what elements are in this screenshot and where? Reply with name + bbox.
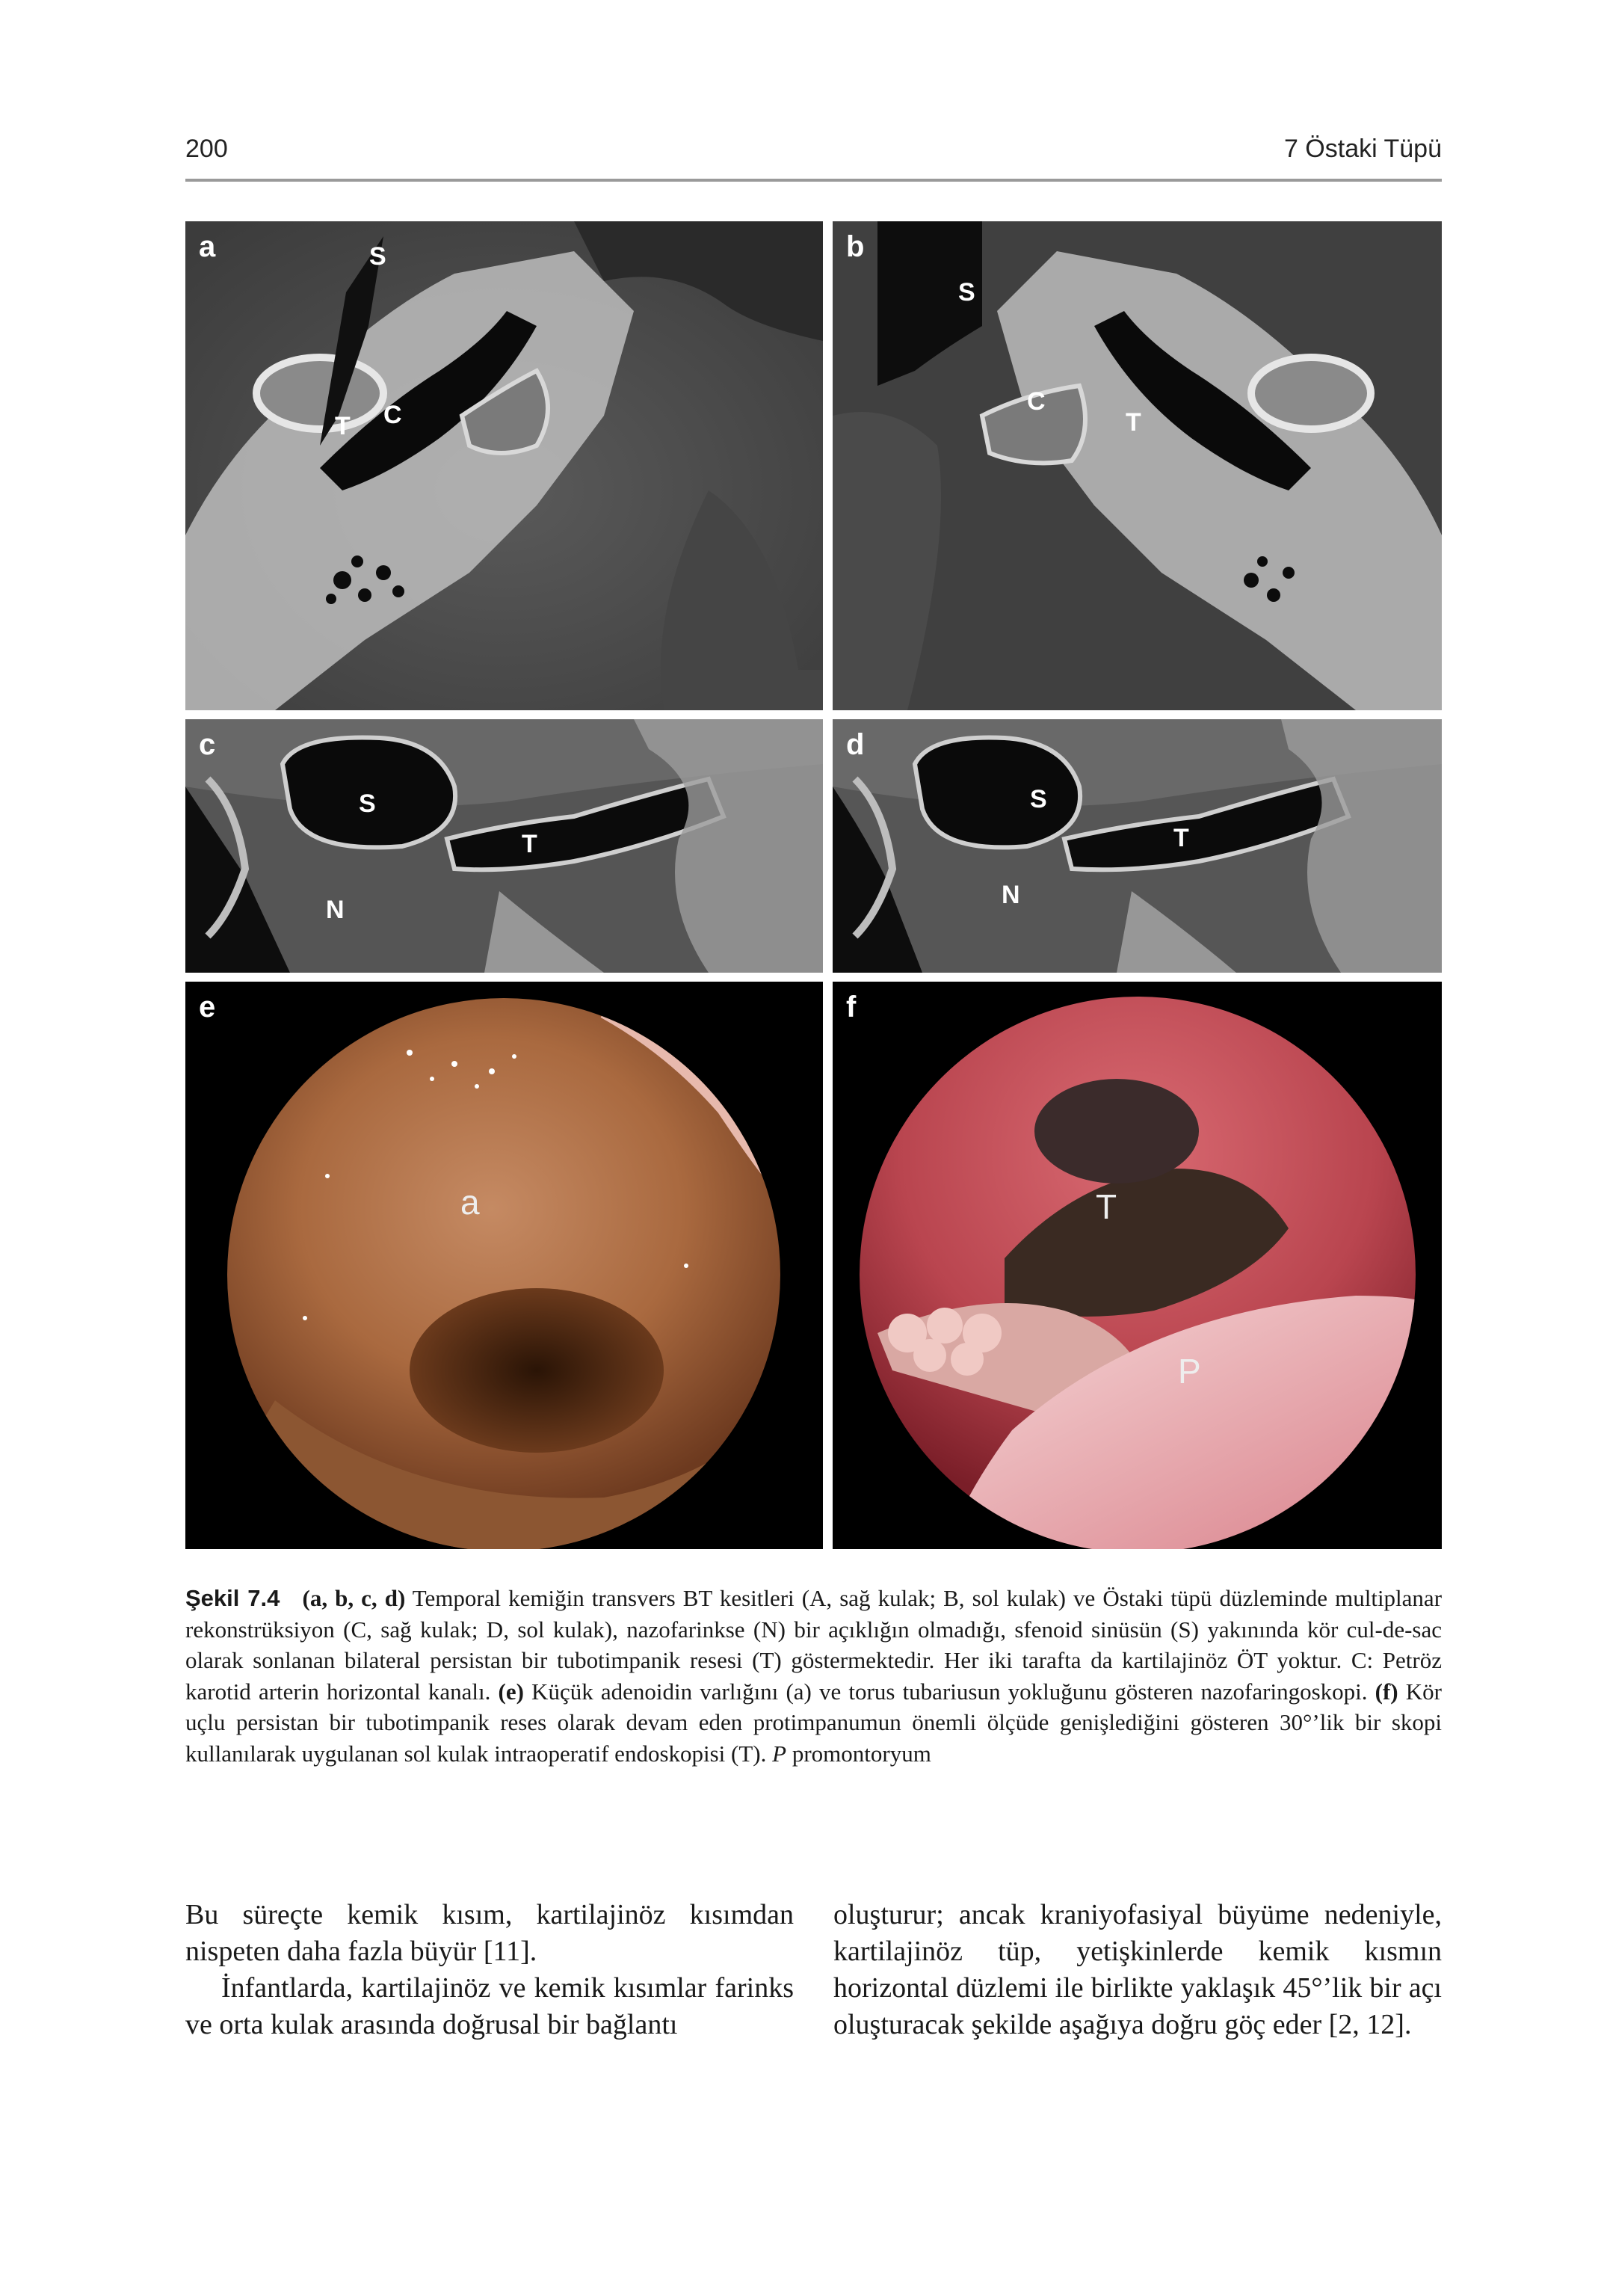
caption-p-text: promontoryum bbox=[786, 1740, 931, 1767]
ct-mark-s: S bbox=[369, 242, 386, 271]
figure-panel-b bbox=[833, 221, 1442, 710]
ct-image-a bbox=[185, 221, 823, 710]
panel-label-e: e bbox=[199, 991, 216, 1024]
panel-label-d: d bbox=[846, 728, 865, 761]
figure-caption bbox=[185, 1583, 1442, 1769]
ct-mark-s: S bbox=[359, 790, 376, 818]
endoscopy-image-f bbox=[833, 982, 1442, 1549]
caption-ref-f: (f) bbox=[1375, 1678, 1398, 1705]
caption-text-f: Kör uçlu persistan bir tubotimpanik reses olarak devam eden protimpanumun önemli ölçüde genişlediğini gösteren 30°’lik bir skopi kullanılarak uygulanan sol kulak intraoperatif endoskopisi (T). bbox=[185, 1678, 1443, 1767]
figure-panel-e bbox=[185, 982, 823, 1549]
caption-p-label: P bbox=[772, 1740, 787, 1767]
ct-mark-n: N bbox=[1002, 881, 1020, 909]
caption-text-e: Küçük adenoidin varlığını (a) ve torus tubariusun yokluğunu gösteren nazofaringoskopi. bbox=[523, 1678, 1368, 1705]
figure-panel-c bbox=[185, 719, 823, 973]
figure-panel-a bbox=[185, 221, 823, 710]
endoscopy-mark-a: a bbox=[460, 1183, 480, 1222]
chapter-title: 7 Östaki Tüpü bbox=[1283, 135, 1442, 163]
body-column-left bbox=[185, 1897, 794, 2043]
ct-mark-t: T bbox=[1173, 824, 1189, 852]
ct-mark-c: C bbox=[1027, 387, 1046, 416]
panel-label-f: f bbox=[846, 991, 857, 1024]
ct-mark-t: T bbox=[1126, 408, 1141, 437]
ct-mark-s: S bbox=[1030, 785, 1047, 813]
header-rule bbox=[185, 179, 1442, 182]
panel-label-c: c bbox=[199, 728, 216, 761]
caption-lead: Şekil 7.4 bbox=[185, 1585, 280, 1611]
ct-image-d bbox=[833, 719, 1442, 973]
caption-ref-e: (e) bbox=[498, 1678, 524, 1705]
ct-mark-s: S bbox=[958, 278, 975, 307]
panel-label-b: b bbox=[846, 230, 865, 263]
caption-text-abcd: Temporal kemiğin transvers BT kesitleri (A, sağ kulak; B, sol kulak) ve Östaki tüpü düzleminde multiplanar rekonstrüksiyon (C, sağ kulak; D, sol kulak), nazofarinkse (N) bir açıklığın olmadığı, sfenoid sinüsün (S) yakınında kör cul-de-sac olarak sonlanan bilateral persistan bir tubotimpanik resesi (T) göstermektedir. Her iki tarafta da kartilajinöz ÖT yoktur. C: Petröz karotid arterin horizontal kanalı. bbox=[185, 1585, 1443, 1705]
endoscopy-image-e bbox=[185, 982, 823, 1549]
figure-panel-f bbox=[833, 982, 1442, 1549]
panel-label-a: a bbox=[199, 230, 216, 263]
ct-mark-t: T bbox=[522, 830, 537, 858]
ct-image-b bbox=[833, 221, 1442, 710]
figure-panel-d bbox=[833, 719, 1442, 973]
caption-ref-abcd: (a, b, c, d) bbox=[302, 1585, 406, 1611]
body-paragraph: oluşturur; ancak kraniyofasiyal büyüme nedeniyle, kartilajinöz tüp, yetişkinlerde kemik kısmın horizontal düzlemi ile birlikte yaklaşık 45°’lik bir açı oluşturacak şekilde aşağıya doğru göç eder [2, 12]. bbox=[833, 1899, 1442, 2040]
ct-mark-n: N bbox=[326, 896, 345, 924]
endoscopy-mark-t: T bbox=[1096, 1187, 1117, 1226]
page-number: 200 bbox=[185, 135, 228, 163]
body-column-right bbox=[833, 1897, 1442, 2043]
body-paragraph: İnfantlarda, kartilajinöz ve kemik kısımlar farinks ve orta kulak arasında doğrusal bir bağlantı bbox=[185, 1972, 794, 2040]
ct-image-c bbox=[185, 719, 823, 973]
ct-mark-c: C bbox=[383, 401, 402, 429]
body-paragraph: Bu süreçte kemik kısım, kartilajinöz kısımdan nispeten daha fazla büyür [11]. bbox=[185, 1899, 794, 1967]
endoscopy-mark-p: P bbox=[1178, 1352, 1201, 1391]
ct-mark-t: T bbox=[335, 412, 351, 440]
